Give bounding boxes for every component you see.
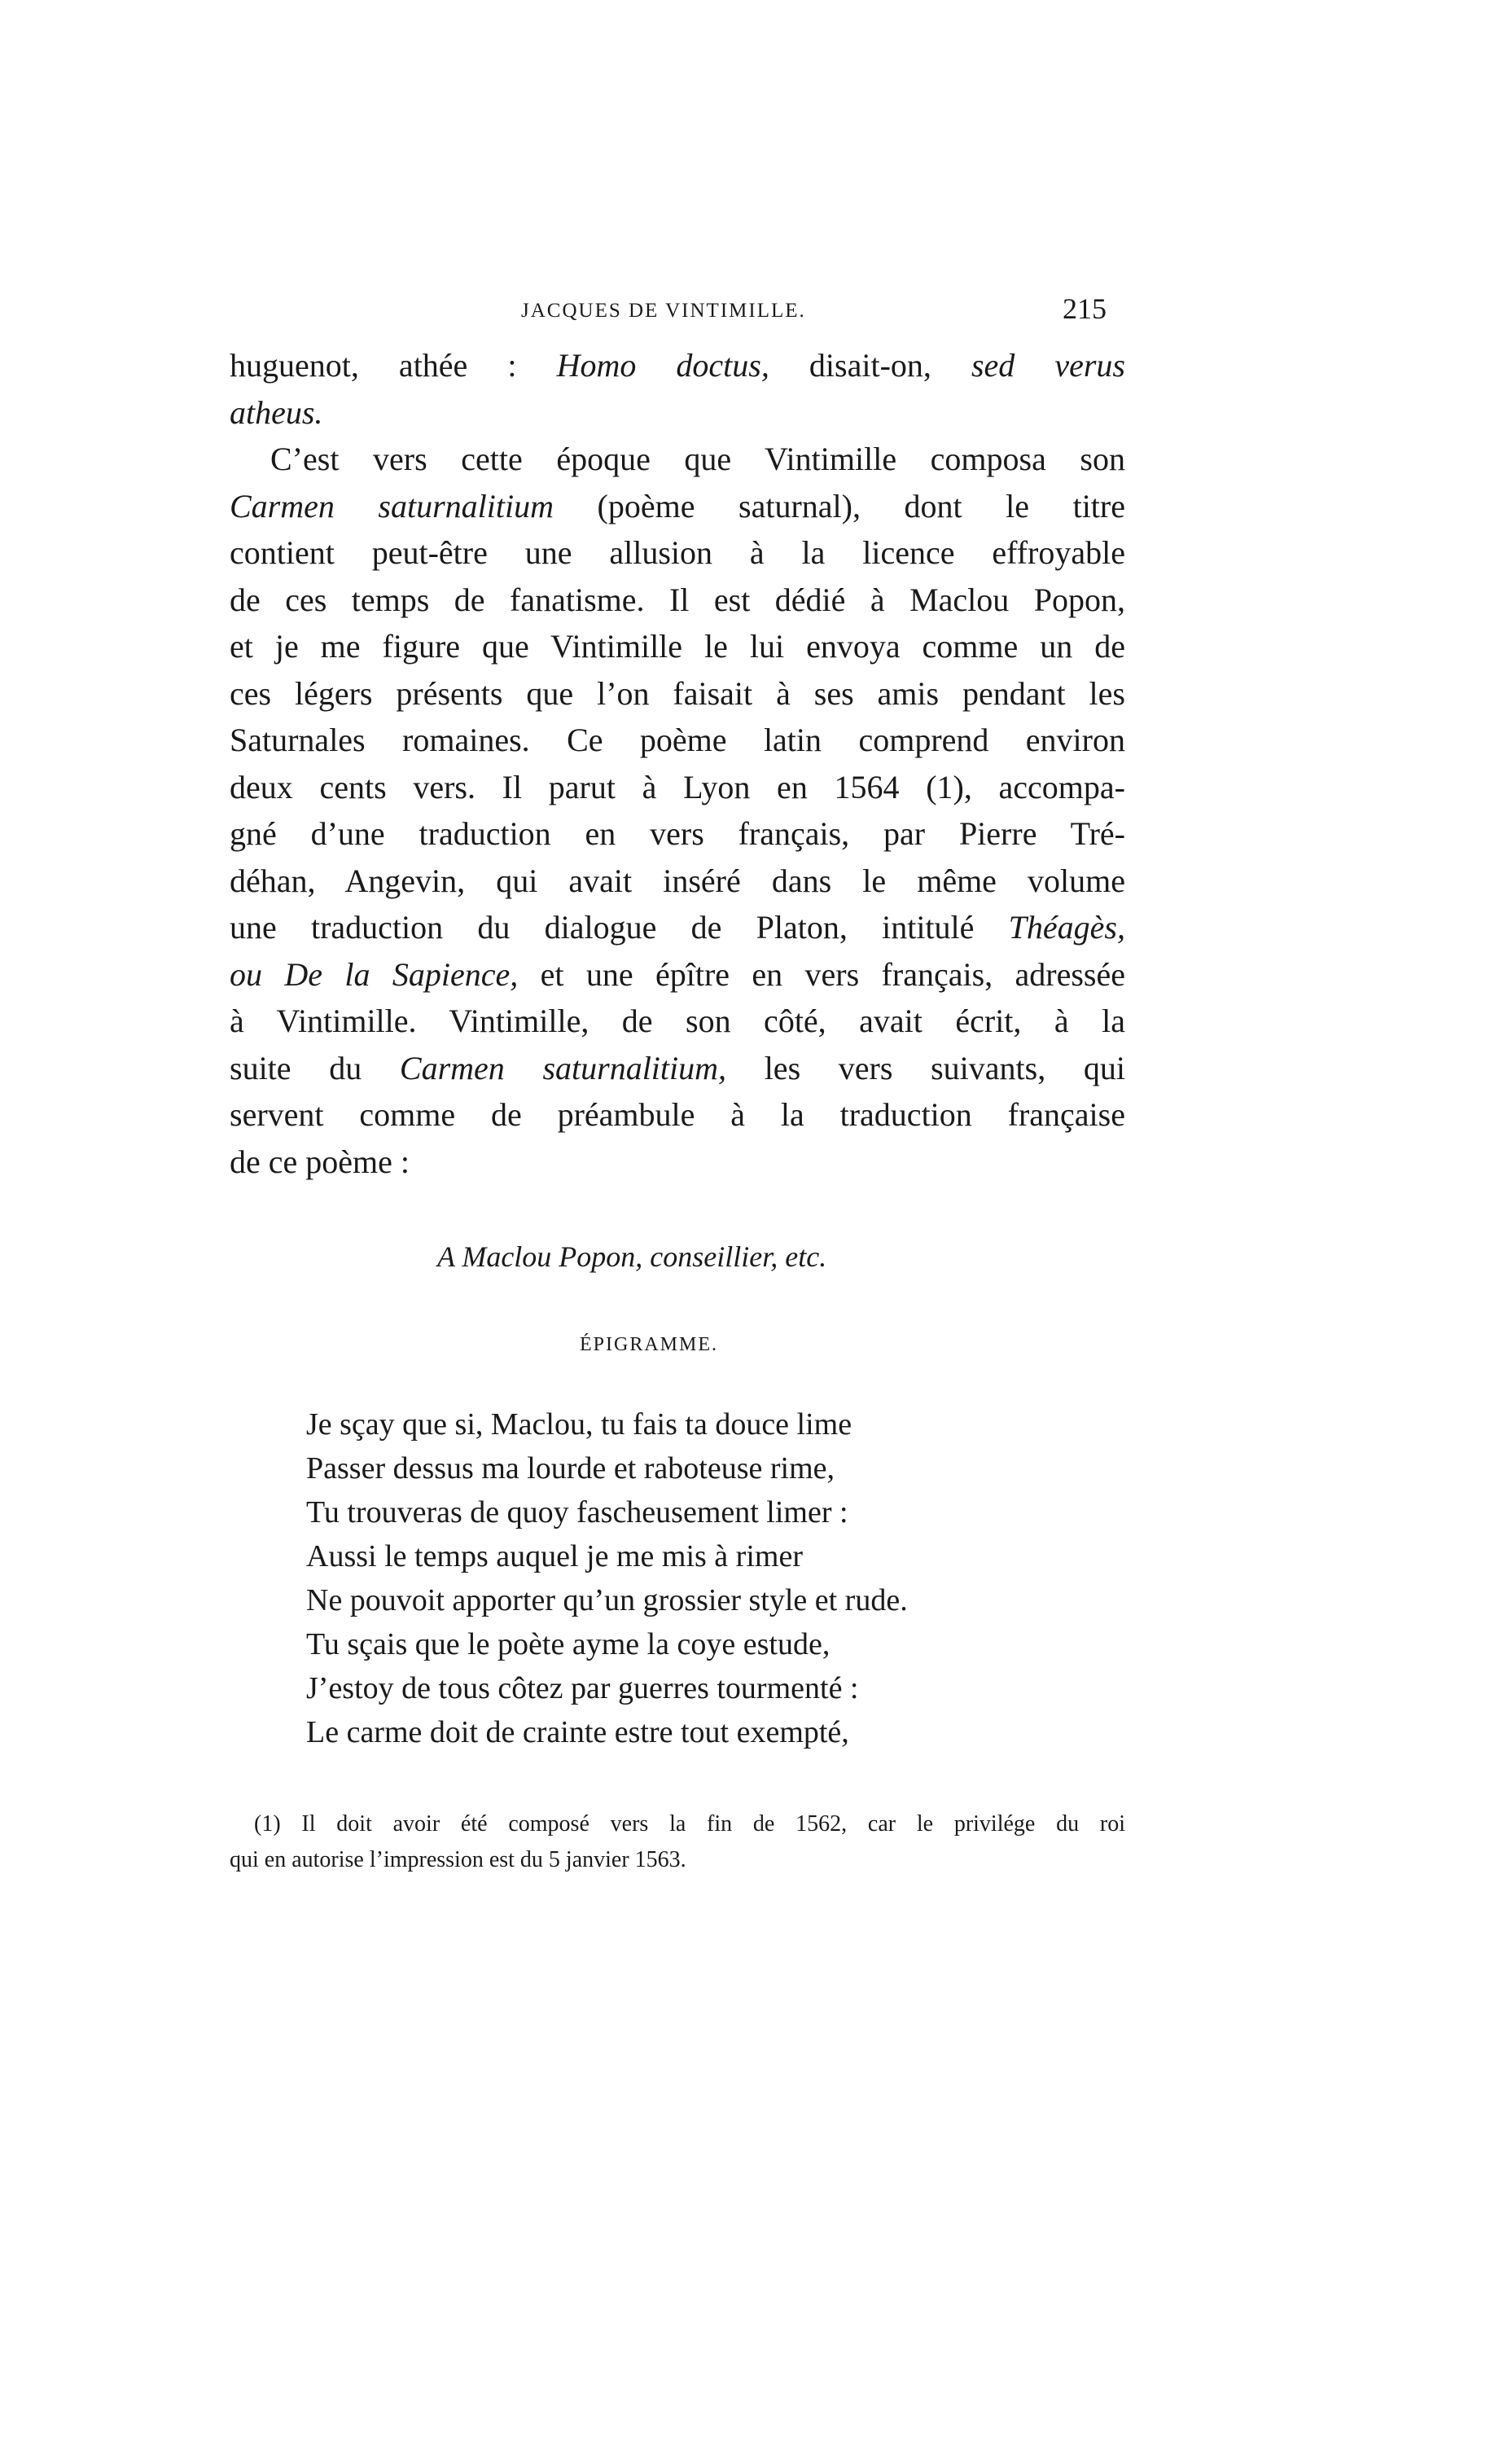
text-line: ces légers présents que l’on faisait à ses amis pendant les bbox=[230, 674, 1125, 712]
text-line: atheus. bbox=[230, 393, 323, 431]
text-line: gné d’une traduction en vers français, par Pierre Tré- bbox=[230, 815, 1125, 852]
poem-subheading: ÉPIGRAMME. bbox=[580, 1334, 719, 1355]
text-line: ou De la Sapience, et une épître en vers français, adressée bbox=[230, 955, 1125, 993]
poem-verses bbox=[306, 1402, 908, 1754]
text-line: de ce poème : bbox=[230, 1143, 410, 1180]
text-line: huguenot, athée : Homo doctus, disait-on, sed verus bbox=[230, 347, 1125, 384]
body-paragraph bbox=[230, 342, 1125, 1185]
footnote-line: qui en autorise l’impression est du 5 janvier 1563. bbox=[230, 1847, 686, 1872]
page-number: 215 bbox=[1063, 292, 1107, 325]
text-line: à Vintimille. Vintimille, de son côté, avait écrit, à la bbox=[230, 1003, 1125, 1039]
running-head: JACQUES DE VINTIMILLE. bbox=[521, 300, 806, 322]
poem-line: Aussi le temps auquel je me mis à rimer bbox=[306, 1539, 803, 1573]
text-line: deux cents vers. Il parut à Lyon en 1564 (1), accompa- bbox=[230, 768, 1125, 805]
poem-heading: A Maclou Popon, conseillier, etc. bbox=[437, 1240, 827, 1273]
text-line: Saturnales romaines. Ce poème latin comprend environ bbox=[230, 722, 1125, 758]
text-line: Carmen saturnalitium (poème saturnal), dont le titre bbox=[230, 487, 1125, 524]
text-line: et je me figure que Vintimille le lui envoya comme un de bbox=[230, 628, 1125, 665]
footnote bbox=[230, 1806, 1125, 1878]
poem-line: Le carme doit de crainte estre tout exempté, bbox=[306, 1715, 849, 1749]
text-line: contient peut-être une allusion à la licence effroyable bbox=[230, 534, 1125, 571]
text-line: C’est vers cette époque que Vintimille composa son bbox=[270, 441, 1125, 477]
text-line: déhan, Angevin, qui avait inséré dans le même volume bbox=[230, 862, 1125, 899]
poem-line: Passer dessus ma lourde et raboteuse rime, bbox=[306, 1451, 835, 1486]
text-line: servent comme de préambule à la traduction française bbox=[230, 1096, 1125, 1133]
poem-line: Tu sçais que le poète ayme la coye estude, bbox=[306, 1627, 831, 1661]
poem-line: Tu trouveras de quoy fascheusement limer : bbox=[306, 1495, 848, 1529]
footnote-line: (1) Il doit avoir été composé vers la fin de 1562, car le privilége du roi bbox=[254, 1811, 1125, 1837]
poem-line: Je sçay que si, Maclou, tu fais ta douce lime bbox=[306, 1407, 852, 1442]
poem-line: Ne pouvoit apporter qu’un grossier style et rude. bbox=[306, 1583, 908, 1617]
text-line: suite du Carmen saturnalitium, les vers suivants, qui bbox=[230, 1049, 1125, 1086]
poem-line: J’estoy de tous côtez par guerres tourmenté : bbox=[306, 1671, 859, 1705]
text-line: de ces temps de fanatisme. Il est dédié à Maclou Popon, bbox=[230, 581, 1125, 618]
text-line: une traduction du dialogue de Platon, intitulé Théagès, bbox=[230, 909, 1125, 946]
